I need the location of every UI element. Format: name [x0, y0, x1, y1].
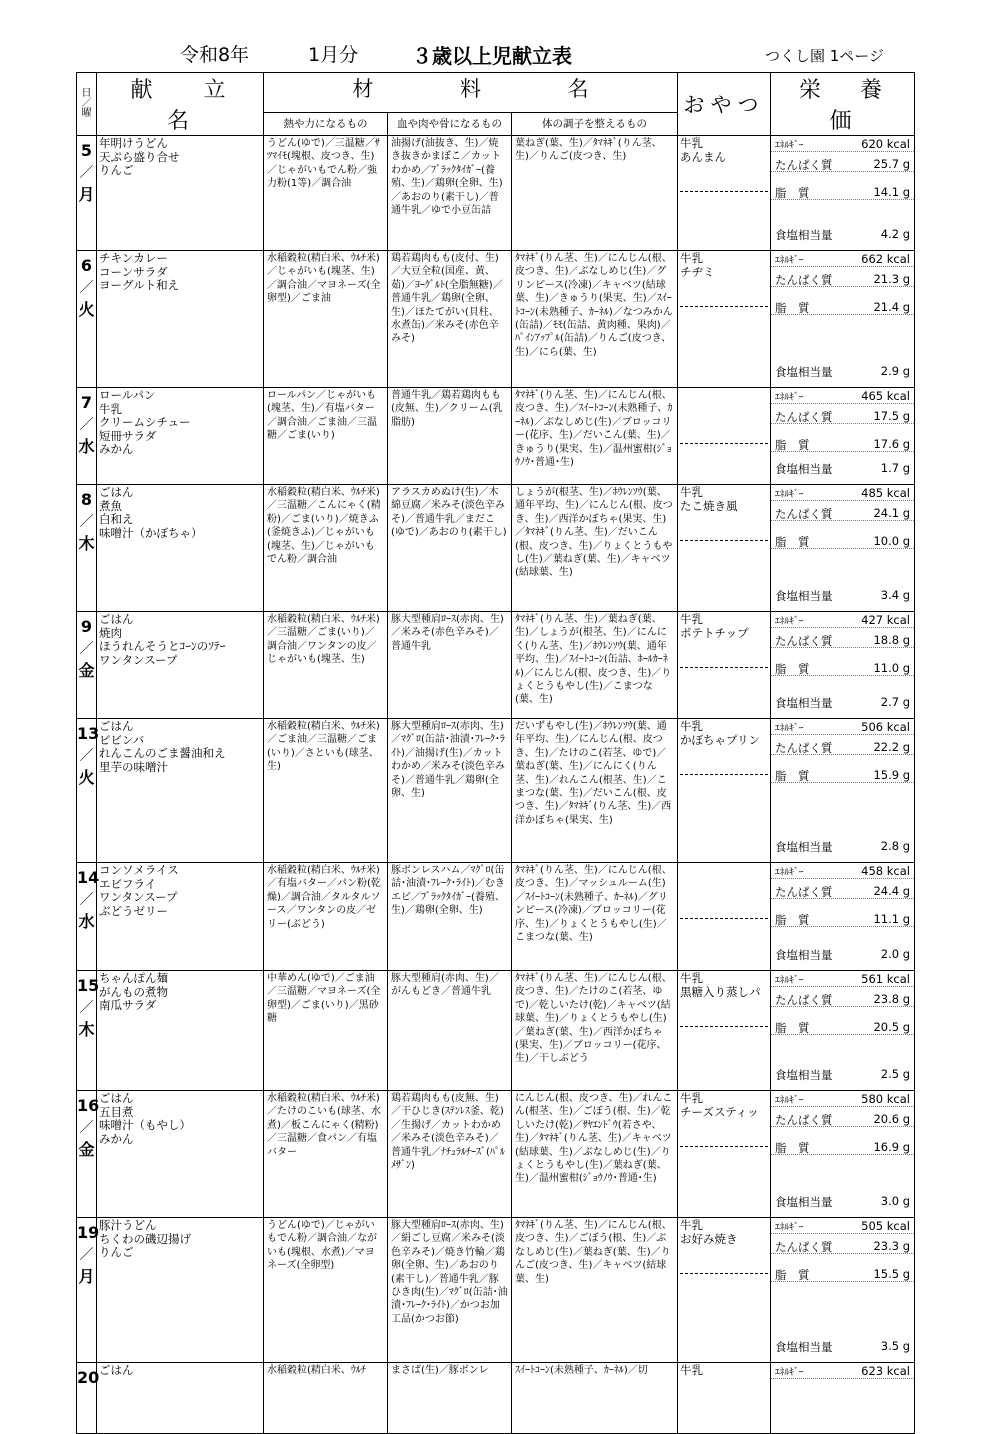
- snack-cell: [678, 136, 771, 251]
- protein-value: 17.5 g: [873, 409, 911, 423]
- dish-names: 年明けうどん 天ぷら盛り合せ りんご: [97, 136, 264, 251]
- nutrition-cell: [771, 388, 915, 485]
- snack-divider: [680, 774, 768, 775]
- weekday: 月: [78, 185, 95, 204]
- day-row: [77, 719, 915, 863]
- day-slash: [77, 1389, 96, 1411]
- energy-row: [771, 252, 914, 267]
- snack-cell: [678, 388, 771, 485]
- weekday: 金: [78, 661, 95, 680]
- energy-value: 561 kcal: [861, 972, 911, 986]
- condition-foods: だいずもやし(生)／ﾎｳﾚﾝｿｳ(葉、通年平均、生)／にんじん(根、皮つき、生)／たけのこ(若茎、ゆで)／葉ねぎ(葉、生)／にんにく(りん茎、生)／れんこん(根茎、生)／こまつな(葉、生)／だいこん(根、皮つき、生)／ﾀﾏﾈｷﾞ(りん茎、生)／西洋かぼちゃ(果実、生): [512, 719, 678, 863]
- era-year: 令和8年: [180, 44, 250, 66]
- salt-label: 食塩相当量: [775, 365, 833, 379]
- condition-foods: にんじん(根、皮つき、生)／れんこん(根茎、生)／ごぼう(根、生)／乾しいたけ(乾)／ｻﾔｴﾝﾄﾞｳ(若さや、生)／ﾀﾏﾈｷﾞ(りん茎、生)／キャベツ(結球葉、生)／ぶなしめじ(生)／りょくとうもやし(生)／葉ねぎ(葉、生)／温州蜜柑(ｼﾞｮｳﾉｳ･普通･生): [512, 1091, 678, 1218]
- energy-value: 580 kcal: [861, 1092, 911, 1106]
- energy-foods: 水稲穀粒(精白米、ｳﾙﾁ米)／有塩バター／パン粉(乾燥)／調合油／タルタルソース／ワンタンの皮／ゼリー(ぶどう): [264, 863, 388, 971]
- dish-names: ごはん 五目煮 味噌汁（もやし） みかん: [97, 1091, 264, 1218]
- salt-value: 3.4 g: [880, 588, 911, 602]
- nutrition-cell: [771, 1363, 915, 1434]
- weekday: 火: [78, 300, 95, 319]
- energy-row: [771, 137, 914, 152]
- energy-value: 465 kcal: [861, 389, 911, 403]
- dish-names: ロールパン 牛乳 クリームシチュー 短冊サラダ みかん: [97, 388, 264, 485]
- weekday: 月: [78, 1267, 95, 1286]
- day-number: 6: [80, 256, 93, 275]
- fat-label: 脂 質: [775, 186, 810, 200]
- day-date-cell: [77, 136, 97, 251]
- nutrition-cell: [771, 612, 915, 719]
- energy-foods: ロールパン／じゃがいも(塊茎、生)／有塩バター／調合油／ごま油／三温糖／ごま(いり): [264, 388, 388, 485]
- condition-foods: ﾀﾏﾈｷﾞ(りん茎、生)／にんじん(根、皮つき、生)／ごぼう(根、生)／ぶなしめじ(生)／葉ねぎ(葉、生)／りんご(皮つき、生)／キャベツ(結球葉、生): [512, 1218, 678, 1363]
- salt-value: 3.0 g: [880, 1194, 911, 1208]
- day-date-cell: [77, 719, 100, 863]
- day-slash: ／: [79, 1247, 94, 1263]
- salt-value: 2.0 g: [880, 947, 911, 961]
- protein-value: 24.4 g: [873, 884, 911, 898]
- fat-value: 15.9 g: [873, 768, 911, 782]
- protein-label: たんぱく質: [775, 634, 833, 648]
- nutrition-column-header: 栄 養 価: [771, 73, 915, 136]
- fat-value: 11.0 g: [873, 661, 911, 675]
- energy-row: [771, 389, 914, 404]
- day-date-cell: [77, 863, 100, 971]
- snack-divider: [680, 443, 768, 444]
- facility-page-label: つくし園 1ページ: [765, 47, 885, 65]
- nutrition-cell: [771, 971, 915, 1091]
- energy-foods: 水稲穀粒(精白米、ｳﾙﾁ: [264, 1363, 388, 1434]
- energy-label: ｴﾈﾙｷﾞｰ: [775, 255, 804, 266]
- snack-cell: [678, 1363, 771, 1434]
- salt-label: 食塩相当量: [775, 1068, 833, 1082]
- salt-row: [771, 364, 914, 378]
- nutrition-cell: [771, 251, 915, 388]
- fat-row: [771, 534, 914, 549]
- nutrition-cell: [771, 485, 915, 612]
- month-label: 1月分: [308, 44, 359, 66]
- day-column-header: 日 ／ 曜: [77, 73, 97, 136]
- snack-divider: [680, 540, 768, 541]
- energy-foods: うどん(ゆで)／三温糖／ｻﾂﾏｲﾓ(塊根、皮つき、生)／じゃがいもでん粉／強力粉(1等)／調合油: [264, 136, 388, 251]
- snack-drink: 牛乳: [680, 971, 704, 985]
- energy-foods: 水稲穀粒(精白米、ｳﾙﾁ米)／三温糖／こんにゃく(精粉)／ごま(いり)／焼きふ(釜焼きふ)／じゃがいも(塊茎、生)／じゃがいもでん粉／調合油: [264, 485, 388, 612]
- protein-label: たんぱく質: [775, 507, 833, 521]
- body-foods: 鶏若鶏肉もも(皮付、生)／大豆全粒(国産、黄、茹)／ﾖｰｸﾞﾙﾄ(全脂無糖)／普通牛乳／鶏卵(全卵、生)／ほたてがい(貝柱、水煮缶)／米みそ(赤色辛みそ): [388, 251, 512, 388]
- salt-row: [771, 588, 914, 602]
- day-date-cell: [77, 1363, 100, 1434]
- dish-names: ごはん: [97, 1363, 264, 1434]
- nutrition-cell: [771, 719, 915, 863]
- fat-label: 脂 質: [775, 535, 810, 549]
- day-row: [77, 863, 915, 971]
- fat-row: [771, 300, 914, 315]
- protein-row: [771, 409, 914, 424]
- fat-row: [771, 437, 914, 452]
- fat-label: 脂 質: [775, 1141, 810, 1155]
- nutrition-cell: [771, 863, 915, 971]
- body-foods: 普通牛乳／鶏若鶏肉もも(皮無、生)／クリーム(乳脂肪): [388, 388, 512, 485]
- fat-value: 16.9 g: [873, 1140, 911, 1154]
- protein-row: [771, 506, 914, 521]
- day-slash: ／: [79, 641, 94, 657]
- snack-cell: [678, 863, 771, 971]
- energy-foods-header: 熱や力になるもの: [264, 112, 388, 135]
- snack-cell: [678, 612, 771, 719]
- protein-row: [771, 884, 914, 899]
- day-date-cell: [77, 251, 97, 388]
- body-foods: まさば(生)／豚ボンレ: [388, 1363, 512, 1434]
- day-slash: ／: [79, 417, 94, 433]
- snack-divider: [680, 667, 768, 668]
- day-date-cell: [77, 612, 97, 719]
- day-number: 5: [80, 141, 93, 160]
- body-foods: 鶏若鶏肉もも(皮無、生)／干ひじき(ｽﾃﾝﾚｽ釜、乾)／生揚げ／カットわかめ／米みそ(淡色辛みそ)／普通牛乳／ﾅﾁｭﾗﾙﾁｰｽﾞ(ﾊﾟﾙﾒｻﾞﾝ): [388, 1091, 512, 1218]
- energy-foods: 水稲穀粒(精白米、ｳﾙﾁ米)／じゃがいも(塊茎、生)／調合油／マヨネーズ(全卵型)／ごま油: [264, 251, 388, 388]
- weekday: [77, 1411, 96, 1433]
- page-header: [0, 40, 993, 76]
- day-date-cell: [77, 388, 97, 485]
- snack-cell: [678, 1218, 771, 1363]
- energy-row: [771, 1219, 914, 1234]
- salt-label: 食塩相当量: [775, 948, 833, 962]
- day-number: 16: [77, 1096, 100, 1115]
- protein-value: 21.3 g: [873, 272, 911, 286]
- body-foods: 豚大型種肩(赤肉、生)／がんもどき／普通牛乳: [388, 971, 512, 1091]
- protein-value: 24.1 g: [873, 506, 911, 520]
- weekday: 火: [78, 768, 95, 787]
- fat-label: 脂 質: [775, 662, 810, 676]
- day-number: 20: [77, 1368, 100, 1387]
- dish-names: ごはん 煮魚 白和え 味噌汁（かぼちゃ）: [97, 485, 264, 612]
- salt-row: [771, 839, 914, 853]
- snack-cell: [678, 971, 771, 1091]
- body-foods: 油揚げ(油抜き、生)／焼き抜きかまぼこ／カットわかめ／ﾌﾞﾗｯｸﾀｲｶﾞｰ(養殖、生)／鶏卵(全卵、生)／あおのり(素干し)／普通牛乳／ゆで小豆缶詰: [388, 136, 512, 251]
- materials-column-header: 材 料 名: [264, 73, 678, 113]
- snack-item: チヂミ: [680, 264, 715, 279]
- condition-foods: ﾀﾏﾈｷﾞ(りん茎、生)／にんじん(根、皮つき、生)／ｽｲｰﾄｺｰﾝ(未熟種子、ｶｰﾈﾙ)／ぶなしめじ(生)／ブロッコリー(花序、生)／だいこん(葉、生)／きゅうり(果実、生)／温州蜜柑(ｼﾞｮｳﾉｳ･普通･生): [512, 388, 678, 485]
- energy-value: 505 kcal: [861, 1219, 911, 1233]
- salt-label: 食塩相当量: [775, 589, 833, 603]
- day-row: [77, 612, 915, 719]
- day-date-cell: [77, 971, 100, 1091]
- snack-drink: 牛乳: [680, 1218, 704, 1232]
- energy-label: ｴﾈﾙｷﾞｰ: [775, 1222, 804, 1233]
- salt-value: 2.5 g: [880, 1067, 911, 1081]
- snack-divider: [680, 191, 768, 192]
- fat-label: 脂 質: [775, 301, 810, 315]
- snack-divider: [680, 306, 768, 307]
- fat-row: [771, 661, 914, 676]
- fat-row: [771, 185, 914, 200]
- dish-names: 豚汁うどん ちくわの磯辺揚げ りんご: [97, 1218, 264, 1363]
- dish-names: コンソメライス エビフライ ワンタンスープ ぶどうゼリー: [97, 863, 264, 971]
- snack-divider: [680, 1146, 768, 1147]
- energy-row: [771, 1364, 914, 1379]
- fat-value: 10.0 g: [873, 534, 911, 548]
- energy-label: ｴﾈﾙｷﾞｰ: [775, 392, 804, 403]
- salt-value: 2.7 g: [880, 695, 911, 709]
- snack-drink: 牛乳: [680, 1363, 704, 1377]
- energy-row: [771, 864, 914, 879]
- energy-label: ｴﾈﾙｷﾞｰ: [775, 723, 804, 734]
- body-foods-header: 血や肉や骨になるもの: [388, 112, 512, 135]
- day-row: [77, 485, 915, 612]
- day-row: [77, 971, 915, 1091]
- energy-value: 662 kcal: [861, 252, 911, 266]
- fat-row: [771, 1140, 914, 1155]
- protein-row: [771, 157, 914, 172]
- day-row: [77, 1091, 915, 1218]
- day-slash: ／: [79, 892, 94, 908]
- energy-foods: 水稲穀粒(精白米、ｳﾙﾁ米)／たけのこいも(球茎、水煮)／板こんにゃく(精粉)／三温糖／食パン／有塩バター: [264, 1091, 388, 1218]
- day-date-cell: [77, 1218, 100, 1363]
- snack-item: 黒糖入り蒸しパ: [680, 984, 761, 999]
- energy-row: [771, 1092, 914, 1107]
- fat-row: [771, 912, 914, 927]
- fat-label: 脂 質: [775, 1268, 810, 1282]
- protein-row: [771, 740, 914, 755]
- salt-label: 食塩相当量: [775, 1195, 833, 1209]
- fat-row: [771, 768, 914, 783]
- nutrition-cell: [771, 1091, 915, 1218]
- fat-value: 14.1 g: [873, 185, 911, 199]
- snack-divider: [680, 1026, 768, 1027]
- fat-value: 15.5 g: [873, 1267, 911, 1281]
- protein-label: たんぱく質: [775, 158, 833, 172]
- energy-label: ｴﾈﾙｷﾞｰ: [775, 1367, 804, 1378]
- energy-value: 485 kcal: [861, 486, 911, 500]
- protein-row: [771, 1239, 914, 1254]
- salt-row: [771, 695, 914, 709]
- salt-value: 4.2 g: [880, 227, 911, 241]
- dish-names: ごはん ビビンバ れんこんのごま醤油和え 里芋の味噌汁: [97, 719, 264, 863]
- day-slash: ／: [79, 1000, 94, 1016]
- snack-item: ポテトチップ: [680, 625, 749, 640]
- day-number: 7: [80, 393, 93, 412]
- snack-divider: [680, 1273, 768, 1274]
- protein-label: たんぱく質: [775, 410, 833, 424]
- fat-label: 脂 質: [775, 438, 810, 452]
- day-slash: ／: [79, 748, 94, 764]
- energy-value: 620 kcal: [861, 137, 911, 151]
- energy-value: 458 kcal: [861, 864, 911, 878]
- dish-names: ちゃんぽん麺 がんもの煮物 南瓜サラダ: [97, 971, 264, 1091]
- protein-row: [771, 633, 914, 648]
- protein-label: たんぱく質: [775, 993, 833, 1007]
- fat-label: 脂 質: [775, 769, 810, 783]
- fat-label: 脂 質: [775, 1021, 810, 1035]
- page-title: ３歳以上児献立表: [412, 44, 572, 68]
- snack-drink: 牛乳: [680, 719, 704, 733]
- condition-foods: しょうが(根茎、生)／ﾎｳﾚﾝｿｳ(葉、通年平均、生)／にんじん(根、皮つき、生)／西洋かぼちゃ(果実、生)／ﾀﾏﾈｷﾞ(りん茎、生)／だいこん(根、皮つき、生)／りょくとうもやし(生)／葉ねぎ(葉、生)／キャベツ(結球葉、生): [512, 485, 678, 612]
- condition-foods: ﾀﾏﾈｷﾞ(りん茎、生)／にんじん(根、皮つき、生)／ぶなしめじ(生)／グリンピース(冷凍)／キャベツ(結球葉、生)／きゅうり(果実、生)／ｽｲｰﾄｺｰﾝ(未熟種子、ｶｰﾈﾙ)／なつみかん(缶詰)／ﾓﾓ(缶詰、黄肉種、果肉)／ﾊﾟｲﾝｱｯﾌﾟﾙ(缶詰)／りんご(皮つき、生)／にら(葉、生): [512, 251, 678, 388]
- salt-value: 1.7 g: [880, 461, 911, 475]
- snack-drink: 牛乳: [680, 136, 704, 150]
- snack-column-header: おやつ: [678, 73, 771, 136]
- energy-value: 623 kcal: [861, 1364, 911, 1378]
- protein-row: [771, 272, 914, 287]
- salt-value: 2.8 g: [880, 839, 911, 853]
- energy-row: [771, 972, 914, 987]
- snack-item: たこ焼き風: [680, 498, 738, 513]
- menu-table: [76, 72, 915, 1434]
- day-row: [77, 1363, 915, 1434]
- snack-item: お好み焼き: [680, 1231, 738, 1246]
- nutrition-cell: [771, 1218, 915, 1363]
- fat-row: [771, 1267, 914, 1282]
- day-date-cell: [77, 485, 97, 612]
- fat-value: 17.6 g: [873, 437, 911, 451]
- energy-label: ｴﾈﾙｷﾞｰ: [775, 140, 804, 151]
- fat-value: 20.5 g: [873, 1020, 911, 1034]
- menu-column-header: 献 立 名: [97, 73, 264, 136]
- protein-value: 25.7 g: [873, 157, 911, 171]
- day-number: 14: [77, 868, 100, 887]
- body-foods: 豚ボンレスハム／ﾏｸﾞﾛ(缶詰･油漬･ﾌﾚｰｸ･ﾗｲﾄ)／むきエビ／ﾌﾞﾗｯｸﾀｲｶﾞｰ(養殖、生)／鶏卵(全卵、生): [388, 863, 512, 971]
- condition-foods: ﾀﾏﾈｷﾞ(りん茎、生)／葉ねぎ(葉、生)／しょうが(根茎、生)／にんにく(りん茎、生)／ﾎｳﾚﾝｿｳ(葉、通年平均、生)／ｽｲｰﾄｺｰﾝ(缶詰、ﾎｰﾙｶｰﾈﾙ)／にんじん(根、皮つき、生)／りょくとうもやし(生)／こまつな(葉、生): [512, 612, 678, 719]
- salt-row: [771, 1339, 914, 1353]
- condition-foods: ｽｲｰﾄｺｰﾝ(未熟種子、ｶｰﾈﾙ)／切: [512, 1363, 678, 1434]
- day-number: 8: [80, 490, 93, 509]
- energy-value: 506 kcal: [861, 720, 911, 734]
- salt-row: [771, 1067, 914, 1081]
- weekday: 金: [78, 1140, 95, 1159]
- day-slash: ／: [79, 165, 94, 181]
- day-number: 15: [77, 976, 100, 995]
- weekday: 水: [78, 912, 95, 931]
- protein-value: 20.6 g: [873, 1112, 911, 1126]
- energy-label: ｴﾈﾙｷﾞｰ: [775, 489, 804, 500]
- energy-row: [771, 613, 914, 628]
- fat-value: 11.1 g: [873, 912, 911, 926]
- fat-label: 脂 質: [775, 913, 810, 927]
- body-foods: 豚大型種肩ﾛｰｽ(赤肉、生)／米みそ(赤色辛みそ)／普通牛乳: [388, 612, 512, 719]
- weekday: 水: [78, 437, 95, 456]
- salt-row: [771, 947, 914, 961]
- fat-value: 21.4 g: [873, 300, 911, 314]
- energy-foods: うどん(ゆで)／じゃがいもでん粉／調合油／ながいも(塊根、水煮)／マヨネーズ(全卵型): [264, 1218, 388, 1363]
- protein-label: たんぱく質: [775, 885, 833, 899]
- snack-cell: [678, 485, 771, 612]
- energy-foods: 水稲穀粒(精白米、ｳﾙﾁ米)／ごま油／三温糖／ごま(いり)／さといも(球茎、生): [264, 719, 388, 863]
- protein-value: 22.2 g: [873, 740, 911, 754]
- fat-row: [771, 1020, 914, 1035]
- salt-label: 食塩相当量: [775, 696, 833, 710]
- dish-names: チキンカレー コーンサラダ ヨーグルト和え: [97, 251, 264, 388]
- snack-divider: [680, 918, 768, 919]
- body-foods: 豚大型種肩ﾛｰｽ(赤肉、生)／絹ごし豆腐／米みそ(淡色辛みそ)／焼き竹輪／鶏卵(全卵、生)／あおのり(素干し)／普通牛乳／豚ひき肉(生)／ﾏｸﾞﾛ(缶詰･油漬･ﾌﾚｰｸ･ﾗｲﾄ)／かつお加工品(かつお節): [388, 1218, 512, 1363]
- day-number: 13: [77, 724, 100, 743]
- energy-label: ｴﾈﾙｷﾞｰ: [775, 975, 804, 986]
- energy-label: ｴﾈﾙｷﾞｰ: [775, 867, 804, 878]
- body-foods: アラスカめぬけ(生)／木綿豆腐／米みそ(淡色辛みそ)／普通牛乳／まだこ(ゆで)／あおのり(素干し): [388, 485, 512, 612]
- protein-value: 18.8 g: [873, 633, 911, 647]
- protein-label: たんぱく質: [775, 741, 833, 755]
- salt-value: 3.5 g: [880, 1339, 911, 1353]
- condition-foods-header: 体の調子を整えるもの: [512, 112, 678, 135]
- energy-label: ｴﾈﾙｷﾞｰ: [775, 616, 804, 627]
- day-slash: ／: [79, 280, 94, 296]
- day-row: [77, 1218, 915, 1363]
- day-slash: ／: [79, 1120, 94, 1136]
- snack-drink: 牛乳: [680, 1091, 704, 1105]
- energy-label: ｴﾈﾙｷﾞｰ: [775, 1095, 804, 1106]
- snack-cell: [678, 251, 771, 388]
- salt-row: [771, 1194, 914, 1208]
- day-row: [77, 388, 915, 485]
- body-foods: 豚大型種肩ﾛｰｽ(赤肉、生)／ﾏｸﾞﾛ(缶詰･油漬･ﾌﾚｰｸ･ﾗｲﾄ)／油揚げ(生)／カットわかめ／米みそ(淡色辛みそ)／普通牛乳／鶏卵(全卵、生): [388, 719, 512, 863]
- energy-row: [771, 486, 914, 501]
- snack-drink: 牛乳: [680, 612, 704, 626]
- day-number: 9: [80, 617, 93, 636]
- day-row: [77, 251, 915, 388]
- dish-names: ごはん 焼肉 ほうれんそうとｺｰﾝのｿﾃｰ ワンタンスープ: [97, 612, 264, 719]
- protein-label: たんぱく質: [775, 1113, 833, 1127]
- snack-item: かぼちゃプリン: [680, 732, 761, 747]
- protein-row: [771, 992, 914, 1007]
- day-slash: ／: [79, 514, 94, 530]
- snack-cell: [678, 719, 771, 863]
- salt-row: [771, 227, 914, 241]
- protein-row: [771, 1112, 914, 1127]
- protein-label: たんぱく質: [775, 1240, 833, 1254]
- nutrition-cell: [771, 136, 915, 251]
- salt-label: 食塩相当量: [775, 462, 833, 476]
- day-date-cell: [77, 1091, 100, 1218]
- condition-foods: 葉ねぎ(葉、生)／ﾀﾏﾈｷﾞ(りん茎、生)／りんご(皮つき、生): [512, 136, 678, 251]
- condition-foods: ﾀﾏﾈｷﾞ(りん茎、生)／にんじん(根、皮つき、生)／たけのこ(若茎、ゆで)／乾しいたけ(乾)／キャベツ(結球葉、生)／りょくとうもやし(生)／葉ねぎ(葉、生)／西洋かぼちゃ(果実、生)／ブロッコリー(花序、生)／干しぶどう: [512, 971, 678, 1091]
- energy-foods: 中華めん(ゆで)／ごま油／三温糖／マヨネーズ(全卵型)／ごま(いり)／黒砂糖: [264, 971, 388, 1091]
- snack-cell: [678, 1091, 771, 1218]
- protein-value: 23.3 g: [873, 1239, 911, 1253]
- weekday: 木: [78, 1020, 95, 1039]
- salt-row: [771, 461, 914, 475]
- protein-value: 23.8 g: [873, 992, 911, 1006]
- day-number: 19: [77, 1223, 100, 1242]
- salt-label: 食塩相当量: [775, 840, 833, 854]
- weekday: 木: [78, 534, 95, 553]
- snack-drink: 牛乳: [680, 485, 704, 499]
- snack-item: あんまん: [680, 149, 727, 164]
- condition-foods: ﾀﾏﾈｷﾞ(りん茎、生)／にんじん(根、皮つき、生)／マッシュルーム(生)／ｽｲｰﾄｺｰﾝ(未熟種子、ｶｰﾈﾙ)／グリンピース(冷凍)／ブロッコリー(花序、生)／りょくとうもやし(生)／こまつな(葉、生): [512, 863, 678, 971]
- salt-label: 食塩相当量: [775, 1340, 833, 1354]
- day-row: [77, 136, 915, 251]
- energy-foods: 水稲穀粒(精白米、ｳﾙﾁ米)／三温糖／ごま(いり)／調合油／ワンタンの皮／じゃがいも(塊茎、生): [264, 612, 388, 719]
- salt-label: 食塩相当量: [775, 228, 833, 242]
- energy-value: 427 kcal: [861, 613, 911, 627]
- protein-label: たんぱく質: [775, 273, 833, 287]
- energy-row: [771, 720, 914, 735]
- snack-drink: 牛乳: [680, 251, 704, 265]
- snack-item: チーズスティッ: [680, 1104, 759, 1119]
- salt-value: 2.9 g: [880, 364, 911, 378]
